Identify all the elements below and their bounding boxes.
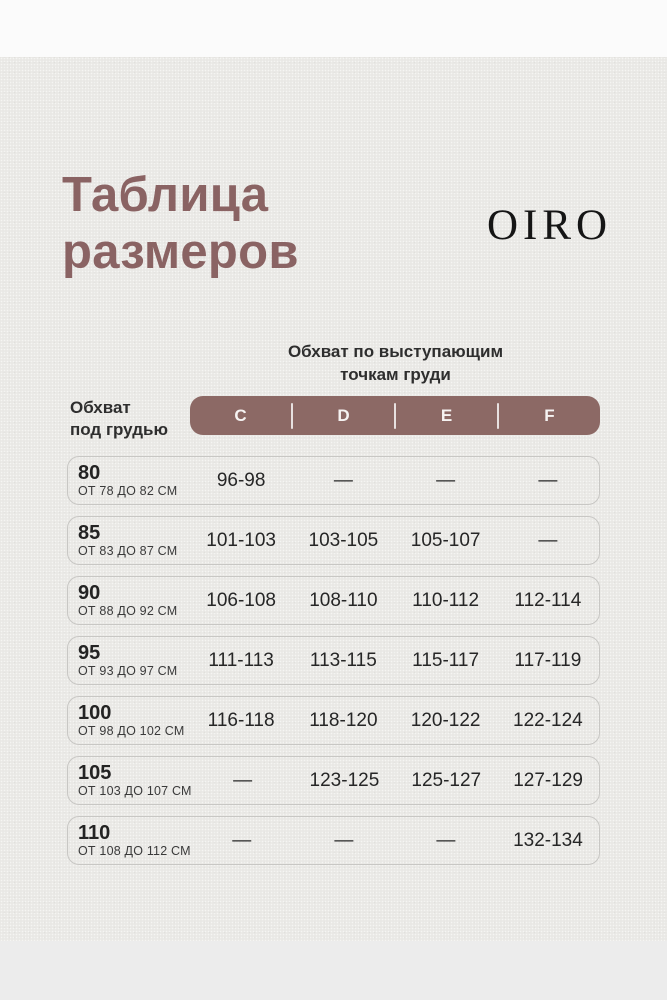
underbust-header <box>70 397 200 441</box>
band-size: 95 <box>78 641 101 664</box>
band-size-range: ОТ 83 ДО 87 СМ <box>78 543 178 558</box>
cup-column-e: E <box>440 405 453 425</box>
cell-value-c: — <box>233 769 253 791</box>
table-row <box>67 516 600 565</box>
cell-value-d: 123-125 <box>309 769 380 791</box>
page-title <box>62 167 299 281</box>
poster-background <box>0 57 667 941</box>
cell-value-d: 108-110 <box>309 589 378 611</box>
band-size: 85 <box>78 521 101 544</box>
cup-size-header-bar <box>190 396 600 435</box>
cup-column-d: D <box>337 405 350 425</box>
cell-value-c: 116-118 <box>207 709 275 731</box>
bust-circumference-header-line1: Обхват по выступающим <box>287 342 504 361</box>
table-row <box>67 756 600 805</box>
cup-column-c: C <box>234 405 247 425</box>
brand-logo: OIRO <box>487 202 613 249</box>
top-white-band <box>0 0 667 57</box>
table-row <box>67 816 600 865</box>
band-size-label <box>68 823 191 859</box>
band-size: 90 <box>78 581 101 604</box>
band-size-label <box>68 703 190 739</box>
cell-value-c: 111-113 <box>208 649 274 671</box>
cell-value-c: 106-108 <box>206 589 276 611</box>
cell-value-e: — <box>436 829 456 851</box>
cell-value-d: — <box>333 469 353 491</box>
cell-value-c: 96-98 <box>216 469 266 491</box>
underbust-header-line2: под грудью <box>70 420 168 439</box>
band-size-range: ОТ 78 ДО 82 СМ <box>78 483 178 498</box>
cell-value-f: 112-114 <box>514 589 582 611</box>
cell-value-d: 113-115 <box>309 649 377 671</box>
band-size-range: ОТ 88 ДО 92 СМ <box>78 603 178 618</box>
bust-circumference-header-line2: точкам груди <box>340 365 451 384</box>
table-row <box>67 456 600 505</box>
cell-value-d: 103-105 <box>308 529 379 551</box>
cup-column-f: F <box>544 405 555 425</box>
band-size-range: ОТ 98 ДО 102 СМ <box>78 723 185 738</box>
table-row <box>67 576 600 625</box>
cell-value-e: — <box>436 469 456 491</box>
cell-value-c: — <box>232 829 252 851</box>
cell-value-f: 127-129 <box>513 769 583 791</box>
band-size-label <box>68 763 192 799</box>
cell-value-d: — <box>334 829 354 851</box>
band-size: 100 <box>78 701 112 724</box>
table-row <box>67 696 600 745</box>
cell-value-d: 118-120 <box>309 709 378 731</box>
cell-value-e: 125-127 <box>411 769 482 791</box>
table-row <box>67 636 600 685</box>
band-size-label <box>68 643 190 679</box>
cell-value-f: 122-124 <box>513 709 583 731</box>
cell-value-f: — <box>538 469 558 491</box>
cell-value-e: 105-107 <box>410 529 481 551</box>
band-size-range: ОТ 108 ДО 112 СМ <box>78 843 191 858</box>
band-size-range: ОТ 103 ДО 107 СМ <box>78 783 192 798</box>
band-size-range: ОТ 93 ДО 97 СМ <box>78 663 178 678</box>
band-size-label <box>68 523 190 559</box>
bottom-gray-band <box>0 941 667 1000</box>
cell-value-c: 101-103 <box>206 529 276 551</box>
bust-circumference-header <box>270 340 521 386</box>
band-size-label <box>68 583 190 619</box>
band-size-label <box>68 463 190 499</box>
band-size: 110 <box>78 821 111 844</box>
band-size: 105 <box>78 761 112 784</box>
cell-value-e: 120-122 <box>410 709 481 731</box>
band-size: 80 <box>78 461 101 484</box>
page-title-line1: Таблица <box>62 168 269 222</box>
cell-value-f: 132-134 <box>513 829 583 851</box>
cell-value-f: 117-119 <box>514 649 582 671</box>
size-rows <box>67 456 600 876</box>
cell-value-e: 110-112 <box>412 589 480 611</box>
cell-value-f: — <box>538 529 558 551</box>
cell-value-e: 115-117 <box>412 649 480 671</box>
page-title-line2: размеров <box>62 225 299 279</box>
underbust-header-line1: Обхват <box>70 398 131 417</box>
